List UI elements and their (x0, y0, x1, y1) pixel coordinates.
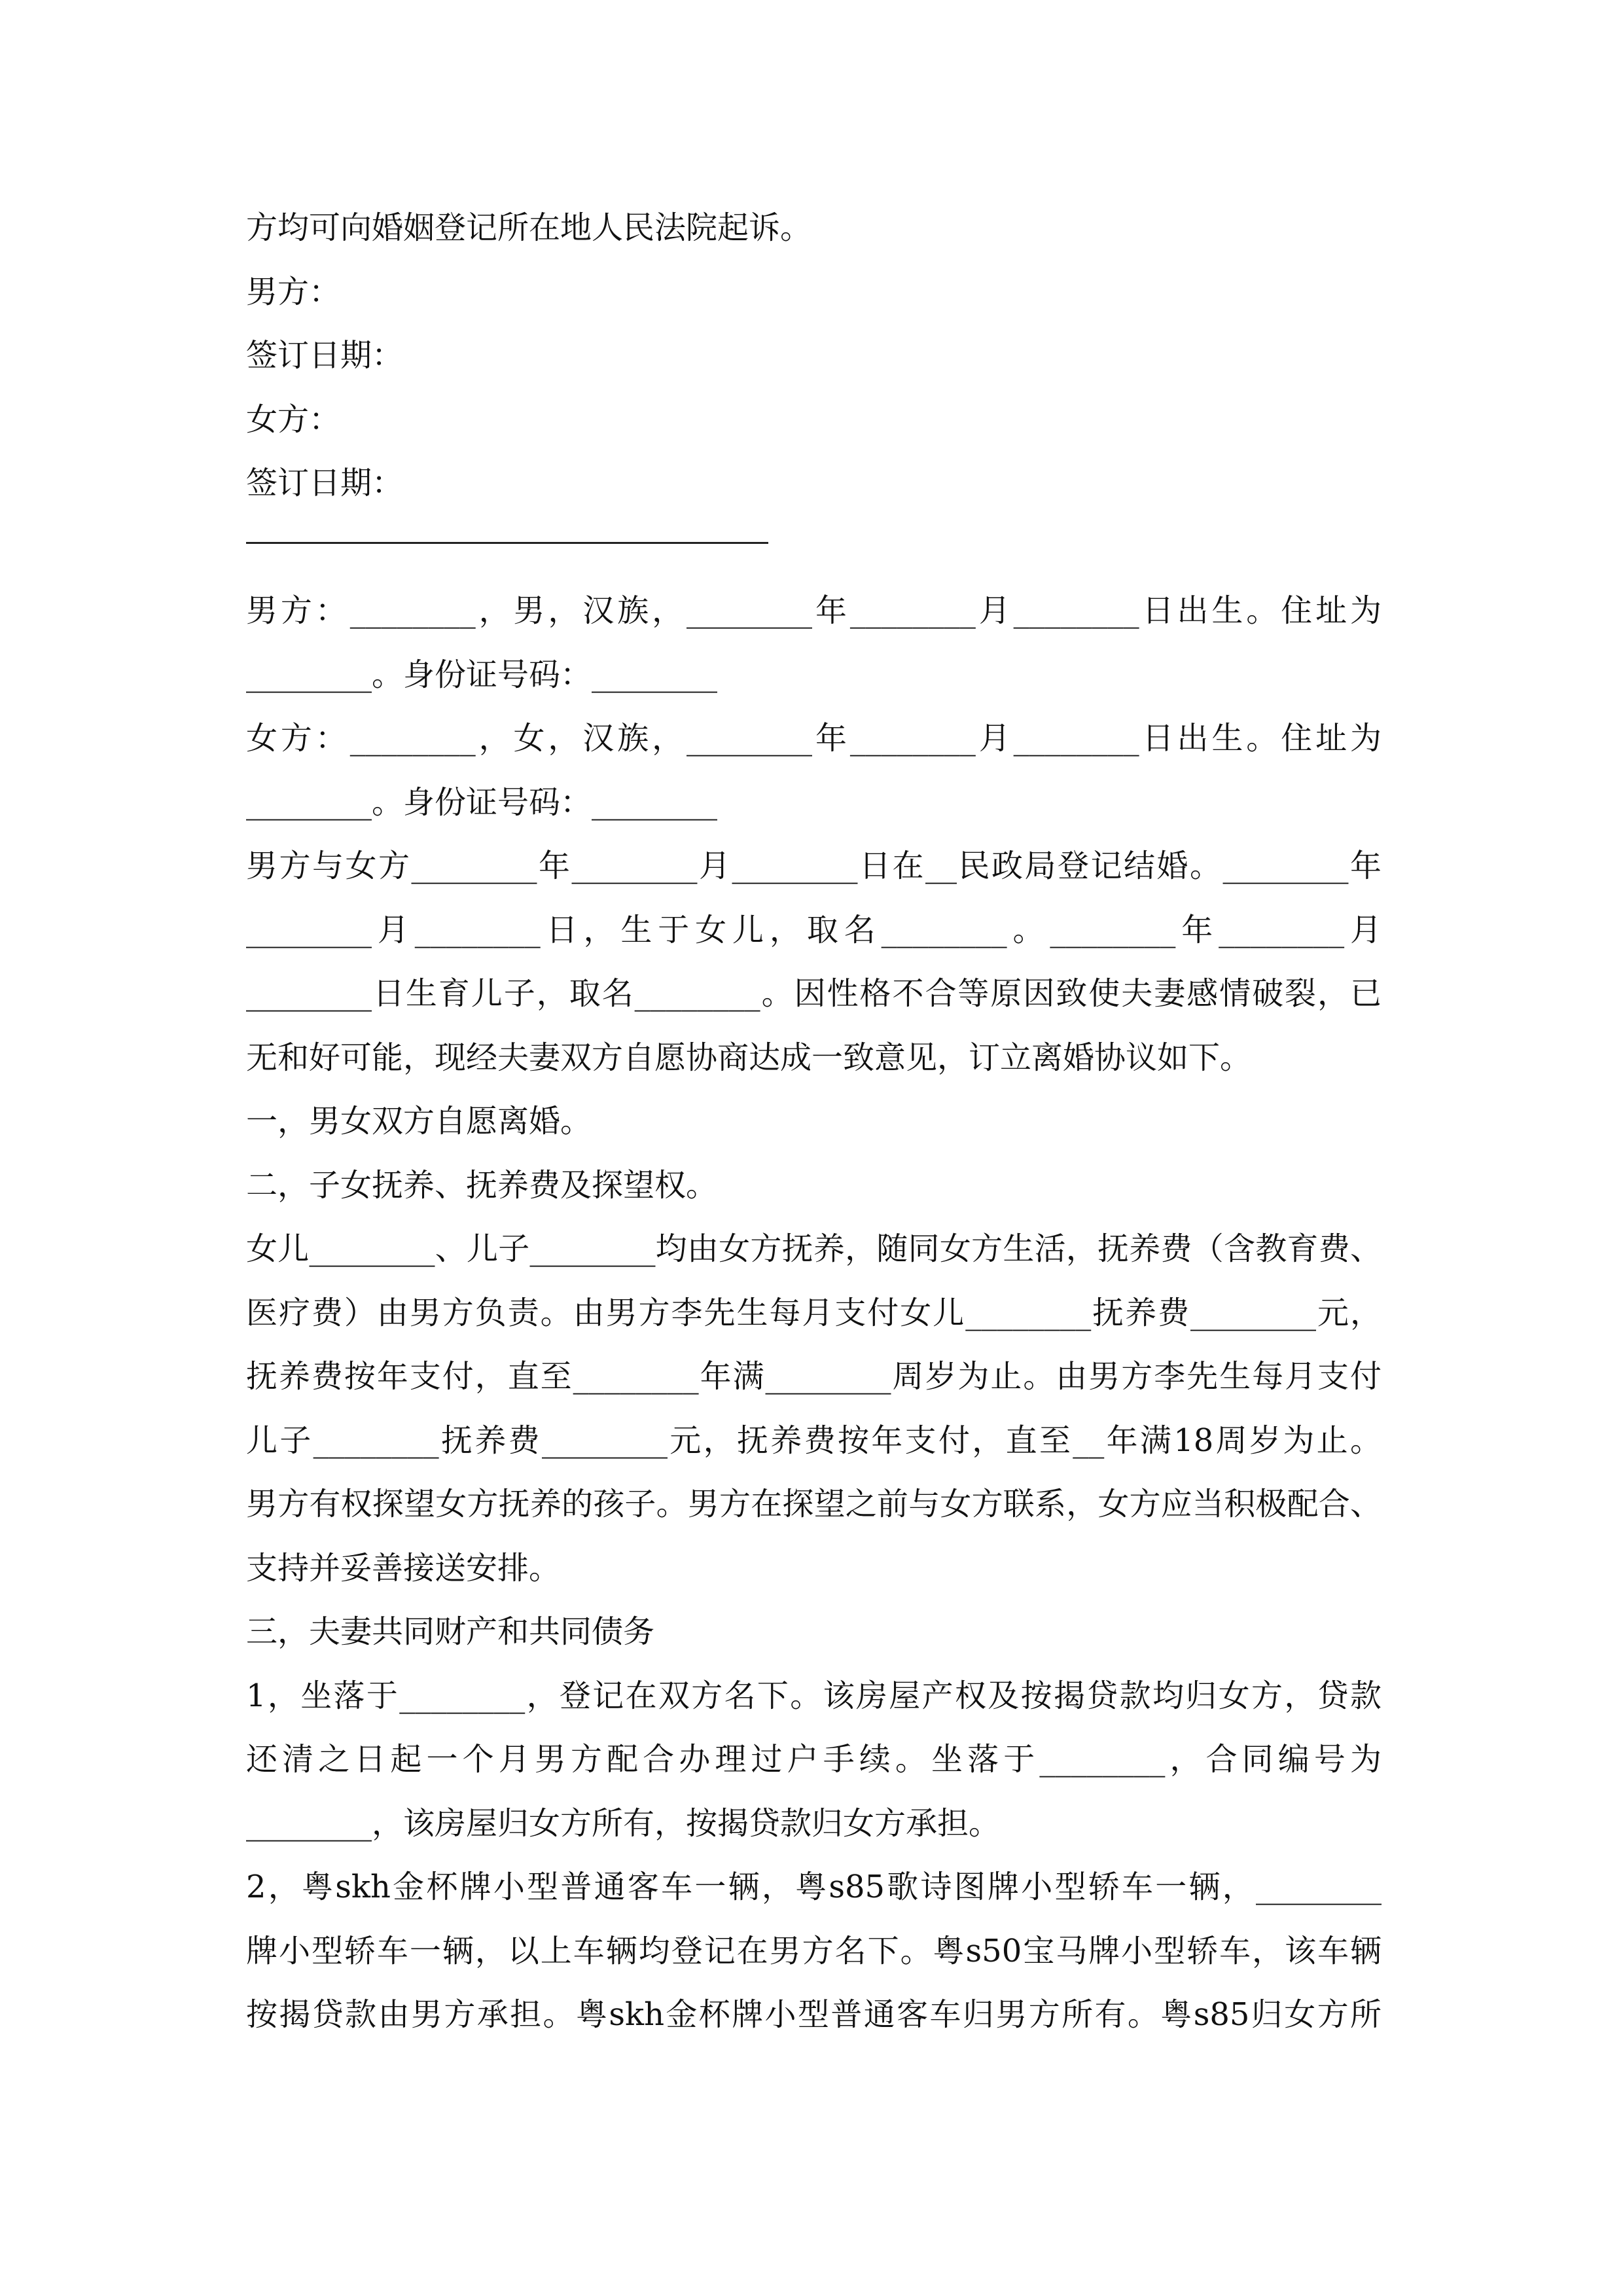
text-line: 医疗费）由男方负责。由男方李先生每月支付女儿________抚养费________元， (246, 1294, 1382, 1331)
text-line: ________。身份证号码：________ (246, 783, 718, 821)
text-line: 无和好可能，现经夫妻双方自愿协商达成一致意见，订立离婚协议如下。 (246, 1039, 1252, 1076)
text-line: 支持并妥善接送安排。 (246, 1549, 561, 1587)
signature-label-male: 男方： (246, 273, 341, 310)
signature-date-label: 签订日期： (246, 337, 404, 374)
text-line: 还清之日起一个月男方配合办理过户手续。坐落于________，合同编号为 (246, 1741, 1382, 1778)
text-line: 女方：________，女，汉族，________年________月________日出生。住址为 (246, 720, 1382, 757)
clause-heading: 三，夫妻共同财产和共同债务 (246, 1613, 655, 1650)
text-line: 男方：________，男，汉族，________年________月________日出生。住址为 (246, 592, 1382, 629)
text-line: ________。身份证号码：________ (246, 656, 718, 693)
text-line: 1，坐落于________，登记在双方名下。该房屋产权及按揭贷款均归女方，贷款 (246, 1677, 1382, 1714)
text-line: 牌小型轿车一辆，以上车辆均登记在男方名下。粤s50宝马牌小型轿车，该车辆 (246, 1932, 1382, 1969)
text-line: 按揭贷款由男方承担。粤skh金杯牌小型普通客车归男方所有。粤s85归女方所 (246, 1996, 1382, 2033)
clause-heading: 一，男女双方自愿离婚。 (246, 1103, 592, 1139)
signature-label-female: 女方： (246, 401, 341, 438)
divider-rule (246, 542, 768, 544)
text-line: 方均可向婚姻登记所在地人民法院起诉。 (246, 209, 812, 246)
text-line: 男方与女方________年________月________日在__民政局登记结婚。________年 (246, 848, 1382, 884)
signature-date-label: 签订日期： (246, 465, 404, 501)
text-line: ________月________日，生于女儿，取名________。________年________月 (246, 911, 1382, 948)
document-body (246, 196, 1382, 2047)
text-line: 2，粤skh金杯牌小型普通客车一辆，粤s85歌诗图牌小型轿车一辆，________ (246, 1869, 1382, 1905)
text-line: 男方有权探望女方抚养的孩子。男方在探望之前与女方联系，女方应当积极配合、 (246, 1486, 1382, 1522)
section-divider (246, 516, 1382, 580)
text-line: ________日生育儿子，取名________。因性格不合等原因致使夫妻感情破裂，已 (246, 975, 1382, 1012)
text-line: 女儿________、儿子________均由女方抚养，随同女方生活，抚养费（含教育费、 (246, 1230, 1382, 1267)
text-line: ________，该房屋归女方所有，按揭贷款归女方承担。 (246, 1804, 1001, 1842)
clause-heading: 二，子女抚养、抚养费及探望权。 (246, 1166, 718, 1204)
text-line: 儿子________抚养费________元，抚养费按年支付，直至__年满18周岁为止。 (246, 1422, 1382, 1459)
text-line: 抚养费按年支付，直至________年满________周岁为止。由男方李先生每月支付 (246, 1358, 1382, 1395)
